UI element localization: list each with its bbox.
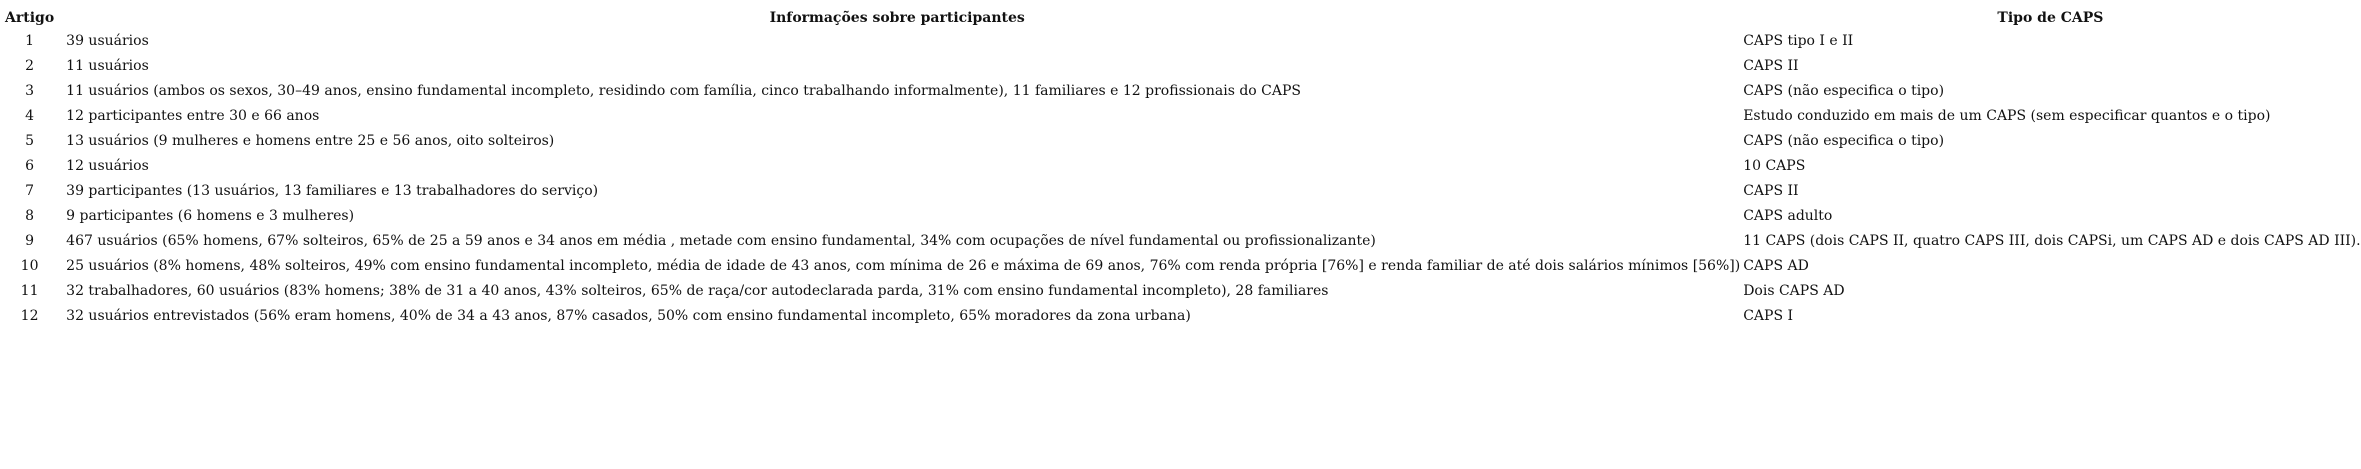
cell-informacoes: 11 usuários (ambos os sexos, 30–49 anos, ensino fundamental incompleto, residindo com família, cinco trabalhando informalmente), 11 familiares e 12 profissionais do CAPS [66,82,1301,99]
table-row [5,53,2361,78]
cell-tipo-caps: CAPS (não especifica o tipo) [1743,82,1945,99]
table-row [5,103,2361,128]
cell-tipo-caps: CAPS adulto [1743,207,1833,224]
cell-artigo: 5 [25,132,35,149]
header-artigo: Artigo [5,10,55,26]
cell-artigo: 8 [25,207,35,224]
header-informacoes: Informações sobre participantes [769,10,1025,26]
table-row [5,253,2361,278]
cell-informacoes: 12 participantes entre 30 e 66 anos [66,107,320,124]
table-row [5,178,2361,203]
header-row [5,8,2361,28]
cell-tipo-caps: Estudo conduzido em mais de um CAPS (sem especificar quantos e o tipo) [1743,107,2271,124]
table-row [5,228,2361,253]
cell-informacoes: 32 usuários entrevistados (56% eram homens, 40% de 34 a 43 anos, 87% casados, 50% com ensino fundamental incompleto, 65% moradores da zona urbana) [66,307,1191,324]
cell-tipo-caps: CAPS II [1743,57,1799,74]
cell-tipo-caps: CAPS II [1743,182,1799,199]
cell-informacoes: 39 usuários [66,32,149,49]
table-row [5,128,2361,153]
table-row [5,153,2361,178]
table-header [5,8,2361,28]
cell-artigo: 12 [20,307,39,324]
cell-artigo: 9 [25,232,35,249]
table-row [5,28,2361,53]
table-row [5,203,2361,228]
cell-tipo-caps: 10 CAPS [1743,157,1806,174]
cell-artigo: 4 [25,107,35,124]
cell-artigo: 1 [25,32,35,49]
table-row [5,278,2361,303]
cell-tipo-caps: CAPS I [1743,307,1794,324]
table-row [5,78,2361,103]
cell-tipo-caps: CAPS tipo I e II [1743,32,1854,49]
cell-informacoes: 39 participantes (13 usuários, 13 familiares e 13 trabalhadores do serviço) [66,182,599,199]
cell-artigo: 2 [25,57,35,74]
cell-informacoes: 12 usuários [66,157,149,174]
cell-informacoes: 13 usuários (9 mulheres e homens entre 25 e 56 anos, oito solteiros) [66,132,555,149]
cell-tipo-caps: CAPS AD [1743,257,1809,274]
participants-table [5,8,2361,328]
table-row [5,303,2361,328]
table-body [5,28,2361,328]
cell-artigo: 7 [25,182,35,199]
cell-informacoes: 25 usuários (8% homens, 48% solteiros, 49% com ensino fundamental incompleto, média de idade de 43 anos, com mínima de 26 e máxima de 69 anos, 76% com renda própria [76%] e renda familiar de até dois salários mínimos [56%]) [66,257,1741,274]
cell-informacoes: 9 participantes (6 homens e 3 mulheres) [66,207,355,224]
cell-informacoes: 467 usuários (65% homens, 67% solteiros, 65% de 25 a 59 anos e 34 anos em média , metade com ensino fundamental, 34% com ocupações de nível fundamental ou profissionalizante) [66,232,1376,249]
cell-artigo: 3 [25,82,35,99]
cell-tipo-caps: 11 CAPS (dois CAPS II, quatro CAPS III, dois CAPSi, um CAPS AD e dois CAPS AD III). [1743,232,2361,249]
cell-artigo: 10 [20,257,39,274]
header-tipo-caps: Tipo de CAPS [1997,10,2104,26]
cell-artigo: 11 [20,282,39,299]
cell-informacoes: 32 trabalhadores, 60 usuários (83% homens; 38% de 31 a 40 anos, 43% solteiros, 65% de raça/cor autodeclarada parda, 31% com ensino fundamental incompleto), 28 familiares [66,282,1329,299]
cell-tipo-caps: Dois CAPS AD [1743,282,1845,299]
cell-artigo: 6 [25,157,35,174]
cell-tipo-caps: CAPS (não especifica o tipo) [1743,132,1945,149]
cell-informacoes: 11 usuários [66,57,149,74]
